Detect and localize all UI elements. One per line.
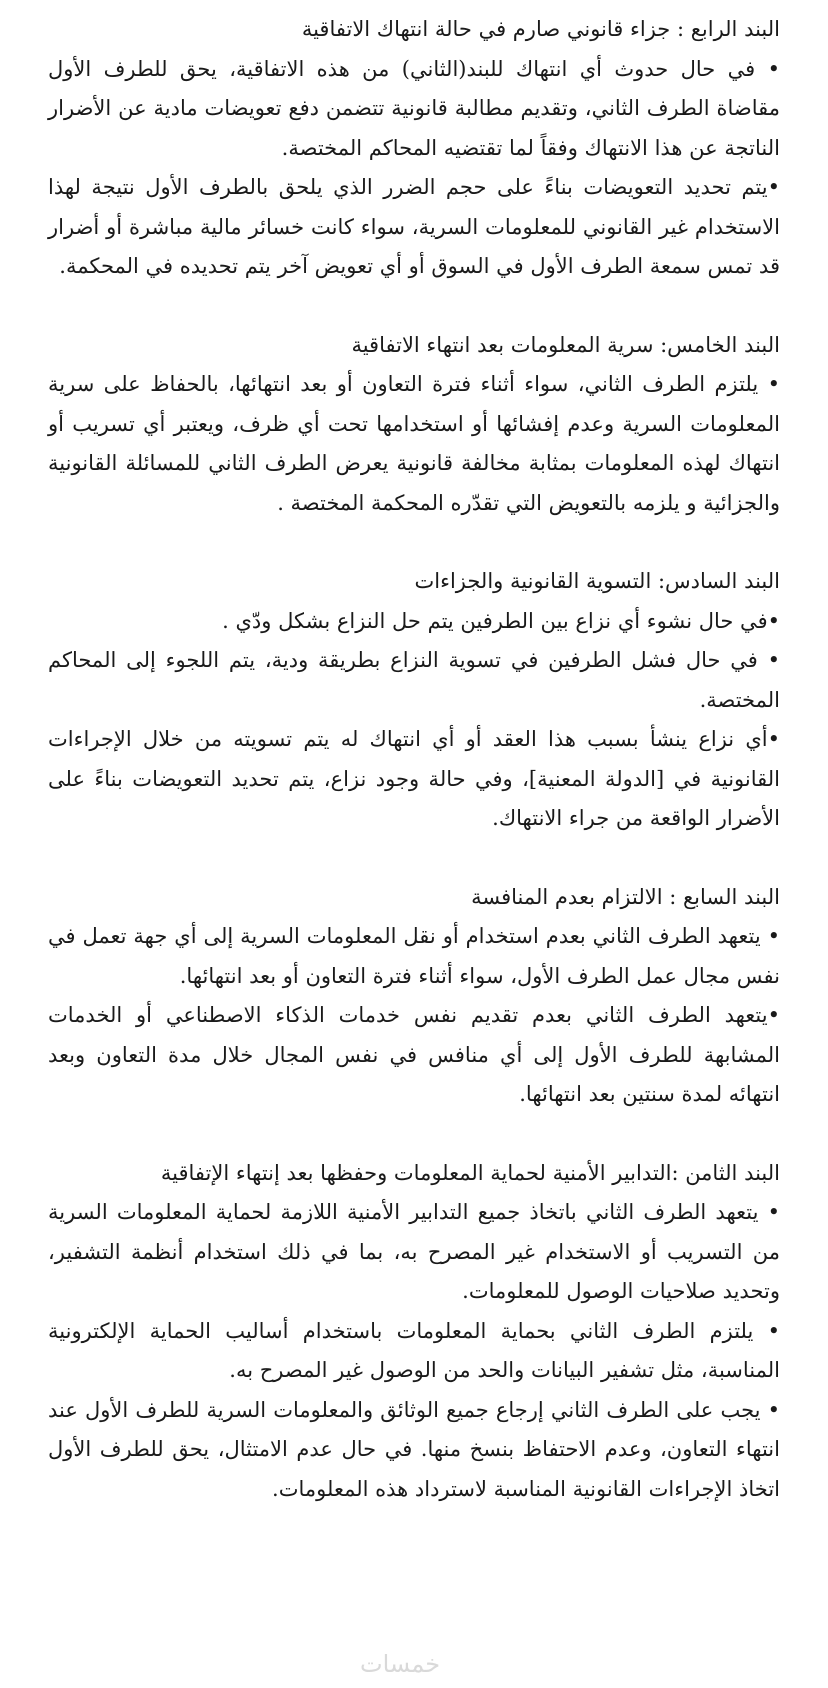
- article-paragraph: • في حال حدوث أي انتهاك للبند(الثاني) من هذه الاتفاقية، يحق للطرف الأول مقاضاة الطرف الثاني، وتقديم مطالبة قانونية تتضمن دفع تعويضات مادية عن الأضرار الناتجة عن هذا الانتهاك وفقاً لما تقتضيه المحاكم المختصة.: [48, 56, 780, 160]
- article-5: [48, 326, 780, 524]
- article-paragraph: • يجب على الطرف الثاني إرجاع جميع الوثائق والمعلومات السرية للطرف الأول عند انتهاء التعاون، وعدم الاحتفاظ بنسخ منها. في حال عدم الامتثال، يحق للطرف الأول اتخاذ الإجراءات القانونية المناسبة لاسترداد هذه المعلومات.: [48, 1397, 780, 1501]
- article-heading: البند السادس: التسوية القانونية والجزاءات: [414, 569, 780, 593]
- article-paragraph: •أي نزاع ينشأ بسبب هذا العقد أو أي انتهاك له يتم تسويته من خلال الإجراءات القانونية في [الدولة المعنية]، وفي حالة وجود نزاع، يتم تحديد التعويضات بناءً على الأضرار الواقعة من جراء الانتهاك.: [48, 727, 780, 830]
- article-heading: البند الثامن :التدابير الأمنية لحماية المعلومات وحفظها بعد إنتهاء الإتفاقية: [160, 1160, 780, 1185]
- article-heading: البند الرابع : جزاء قانوني صارم في حالة انتهاك الاتفاقية: [301, 17, 780, 41]
- article-6: [48, 562, 780, 839]
- article-paragraph: • يتعهد الطرف الثاني باتخاذ جميع التدابير الأمنية اللازمة لحماية المعلومات السرية من التسريب أو الاستخدام غير المصرح به، بما في ذلك استخدام أنظمة التشفير، وتحديد صلاحيات الوصول للمعلومات.: [48, 1200, 780, 1303]
- article-paragraph: •يتعهد الطرف الثاني بعدم تقديم نفس خدمات الذكاء الاصطناعي أو الخدمات المشابهة للطرف الأول إلى أي منافس في نفس المجال خلال مدة التعاون وبعد انتهائه لمدة سنتين بعد انتهائها.: [48, 1003, 780, 1106]
- article-paragraph: • في حال فشل الطرفين في تسوية النزاع بطريقة ودية، يتم اللجوء إلى المحاكم المختصة.: [48, 648, 780, 712]
- article-7: [48, 878, 780, 1115]
- article-paragraph: • يلتزم الطرف الثاني بحماية المعلومات باستخدام أساليب الحماية الإلكترونية المناسبة، مثل تشفير البيانات والحد من الوصول غير المصرح به.: [48, 1318, 780, 1382]
- article-paragraph: •في حال نشوء أي نزاع بين الطرفين يتم حل النزاع بشكل ودّي .: [222, 608, 780, 633]
- watermark: خمسات: [360, 1650, 441, 1678]
- article-4: [48, 10, 780, 287]
- article-paragraph: • يتعهد الطرف الثاني بعدم استخدام أو نقل المعلومات السرية إلى أي جهة تعمل في نفس مجال عمل الطرف الأول، سواء أثناء فترة التعاون أو بعد انتهائها.: [48, 924, 780, 988]
- article-paragraph: • يلتزم الطرف الثاني، سواء أثناء فترة التعاون أو بعد انتهائها، بالحفاظ على سرية المعلومات السرية وعدم إفشائها أو استخدامها تحت أي ظرف، ويعتبر أي تسريب أو انتهاك لهذه المعلومات بمثابة مخالفة قانونية يعرض الطرف الثاني للمسائلة القانونية والجزائية و يلزمه بالتعويض التي تقدّره المحكمة المختصة .: [48, 372, 780, 515]
- article-heading: البند السابع : الالتزام بعدم المنافسة: [471, 884, 780, 909]
- article-8: [48, 1154, 780, 1510]
- article-heading: البند الخامس: سرية المعلومات بعد انتهاء الاتفاقية: [351, 332, 780, 357]
- article-paragraph: •يتم تحديد التعويضات بناءً على حجم الضرر الذي يلحق بالطرف الأول نتيجة لهذا الاستخدام غير القانوني للمعلومات السرية، سواء كانت خسائر مالية مباشرة أو أضرار قد تمس سمعة الطرف الأول في السوق أو أي تعويض آخر يتم تحديده في المحكمة.: [48, 175, 780, 278]
